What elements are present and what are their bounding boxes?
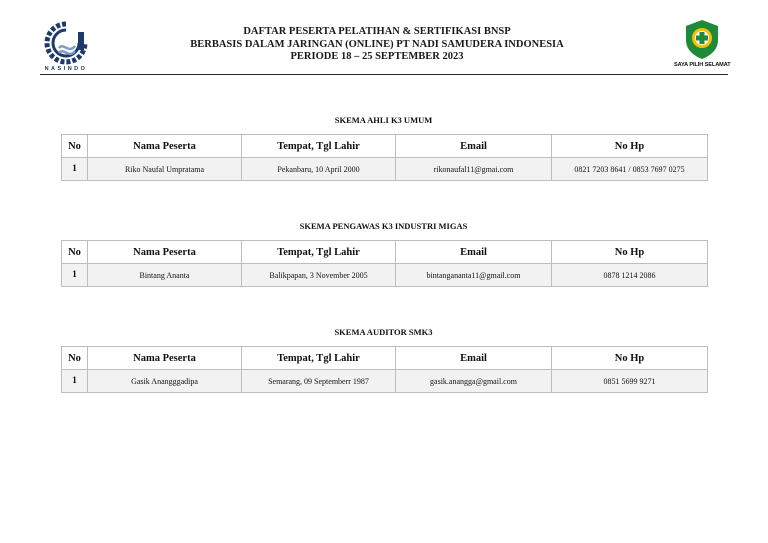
k3-safety-logo	[674, 16, 730, 72]
cell-nama: Gasik Anangggadipa	[88, 370, 242, 393]
column-header-hp: No Hp	[552, 347, 708, 370]
section-title-pengawas-migas: SKEMA PENGAWAS K3 INDUSTRI MIGAS	[299, 221, 468, 231]
cell-ttl: Semarang, 09 Septemberr 1987	[242, 370, 396, 393]
nasindo-logo	[42, 20, 90, 74]
column-header-ttl: Tempat, Tgl Lahir	[242, 347, 396, 370]
column-header-no: No	[62, 135, 88, 158]
column-header-no: No	[62, 347, 88, 370]
column-header-ttl: Tempat, Tgl Lahir	[242, 241, 396, 264]
table-row	[62, 264, 708, 287]
participants-table-pengawas-migas	[61, 240, 708, 287]
cell-email: bintangananta11@gmail.com	[396, 264, 552, 287]
column-header-email: Email	[396, 135, 552, 158]
table-row	[62, 370, 708, 393]
table-header-row	[62, 135, 708, 158]
table-row	[62, 158, 708, 181]
cell-no: 1	[62, 158, 88, 181]
cell-nama: Riko Naufal Umpratama	[88, 158, 242, 181]
table-header-row	[62, 241, 708, 264]
cell-no: 1	[62, 264, 88, 287]
column-header-nama: Nama Peserta	[88, 135, 242, 158]
title-line-2: BERBASIS DALAM JARINGAN (ONLINE) PT NADI SAMUDERA INDONESIA	[190, 38, 564, 50]
cell-email: gasik.anangga@gmail.com	[396, 370, 552, 393]
header-divider	[40, 74, 728, 75]
cell-ttl: Balikpapan, 3 November 2005	[242, 264, 396, 287]
nasindo-logo-text: NASINDO	[44, 66, 88, 72]
column-header-hp: No Hp	[552, 135, 708, 158]
column-header-no: No	[62, 241, 88, 264]
participants-table-auditor-smk3	[61, 346, 708, 393]
title-line-1: DAFTAR PESERTA PELATIHAN & SERTIFIKASI BNSP	[243, 26, 511, 37]
cell-no: 1	[62, 370, 88, 393]
column-header-ttl: Tempat, Tgl Lahir	[242, 135, 396, 158]
cell-email: rikonaufal11@gmai.com	[396, 158, 552, 181]
section-title-auditor-smk3: SKEMA AUDITOR SMK3	[334, 327, 433, 337]
section-title-ahli-k3: SKEMA AHLI K3 UMUM	[334, 115, 433, 125]
column-header-email: Email	[396, 347, 552, 370]
column-header-email: Email	[396, 241, 552, 264]
cell-hp: 0851 5699 9271	[552, 370, 708, 393]
cell-hp: 0878 1214 2086	[552, 264, 708, 287]
nasindo-gear-icon	[42, 20, 90, 66]
column-header-nama: Nama Peserta	[88, 241, 242, 264]
table-header-row	[62, 347, 708, 370]
column-header-nama: Nama Peserta	[88, 347, 242, 370]
cell-hp: 0821 7203 8641 / 0853 7697 0275	[552, 158, 708, 181]
document-header	[0, 0, 768, 76]
participants-table-ahli-k3	[61, 134, 708, 181]
document-title	[150, 26, 604, 64]
k3-cross-emblem-icon	[674, 16, 730, 62]
title-line-3: PERIODE 18 – 25 SEPTEMBER 2023	[290, 51, 464, 62]
cell-nama: Bintang Ananta	[88, 264, 242, 287]
column-header-hp: No Hp	[552, 241, 708, 264]
cell-ttl: Pekanbaru, 10 April 2000	[242, 158, 396, 181]
k3-slogan: SAYA PILIH SELAMAT	[674, 62, 731, 68]
